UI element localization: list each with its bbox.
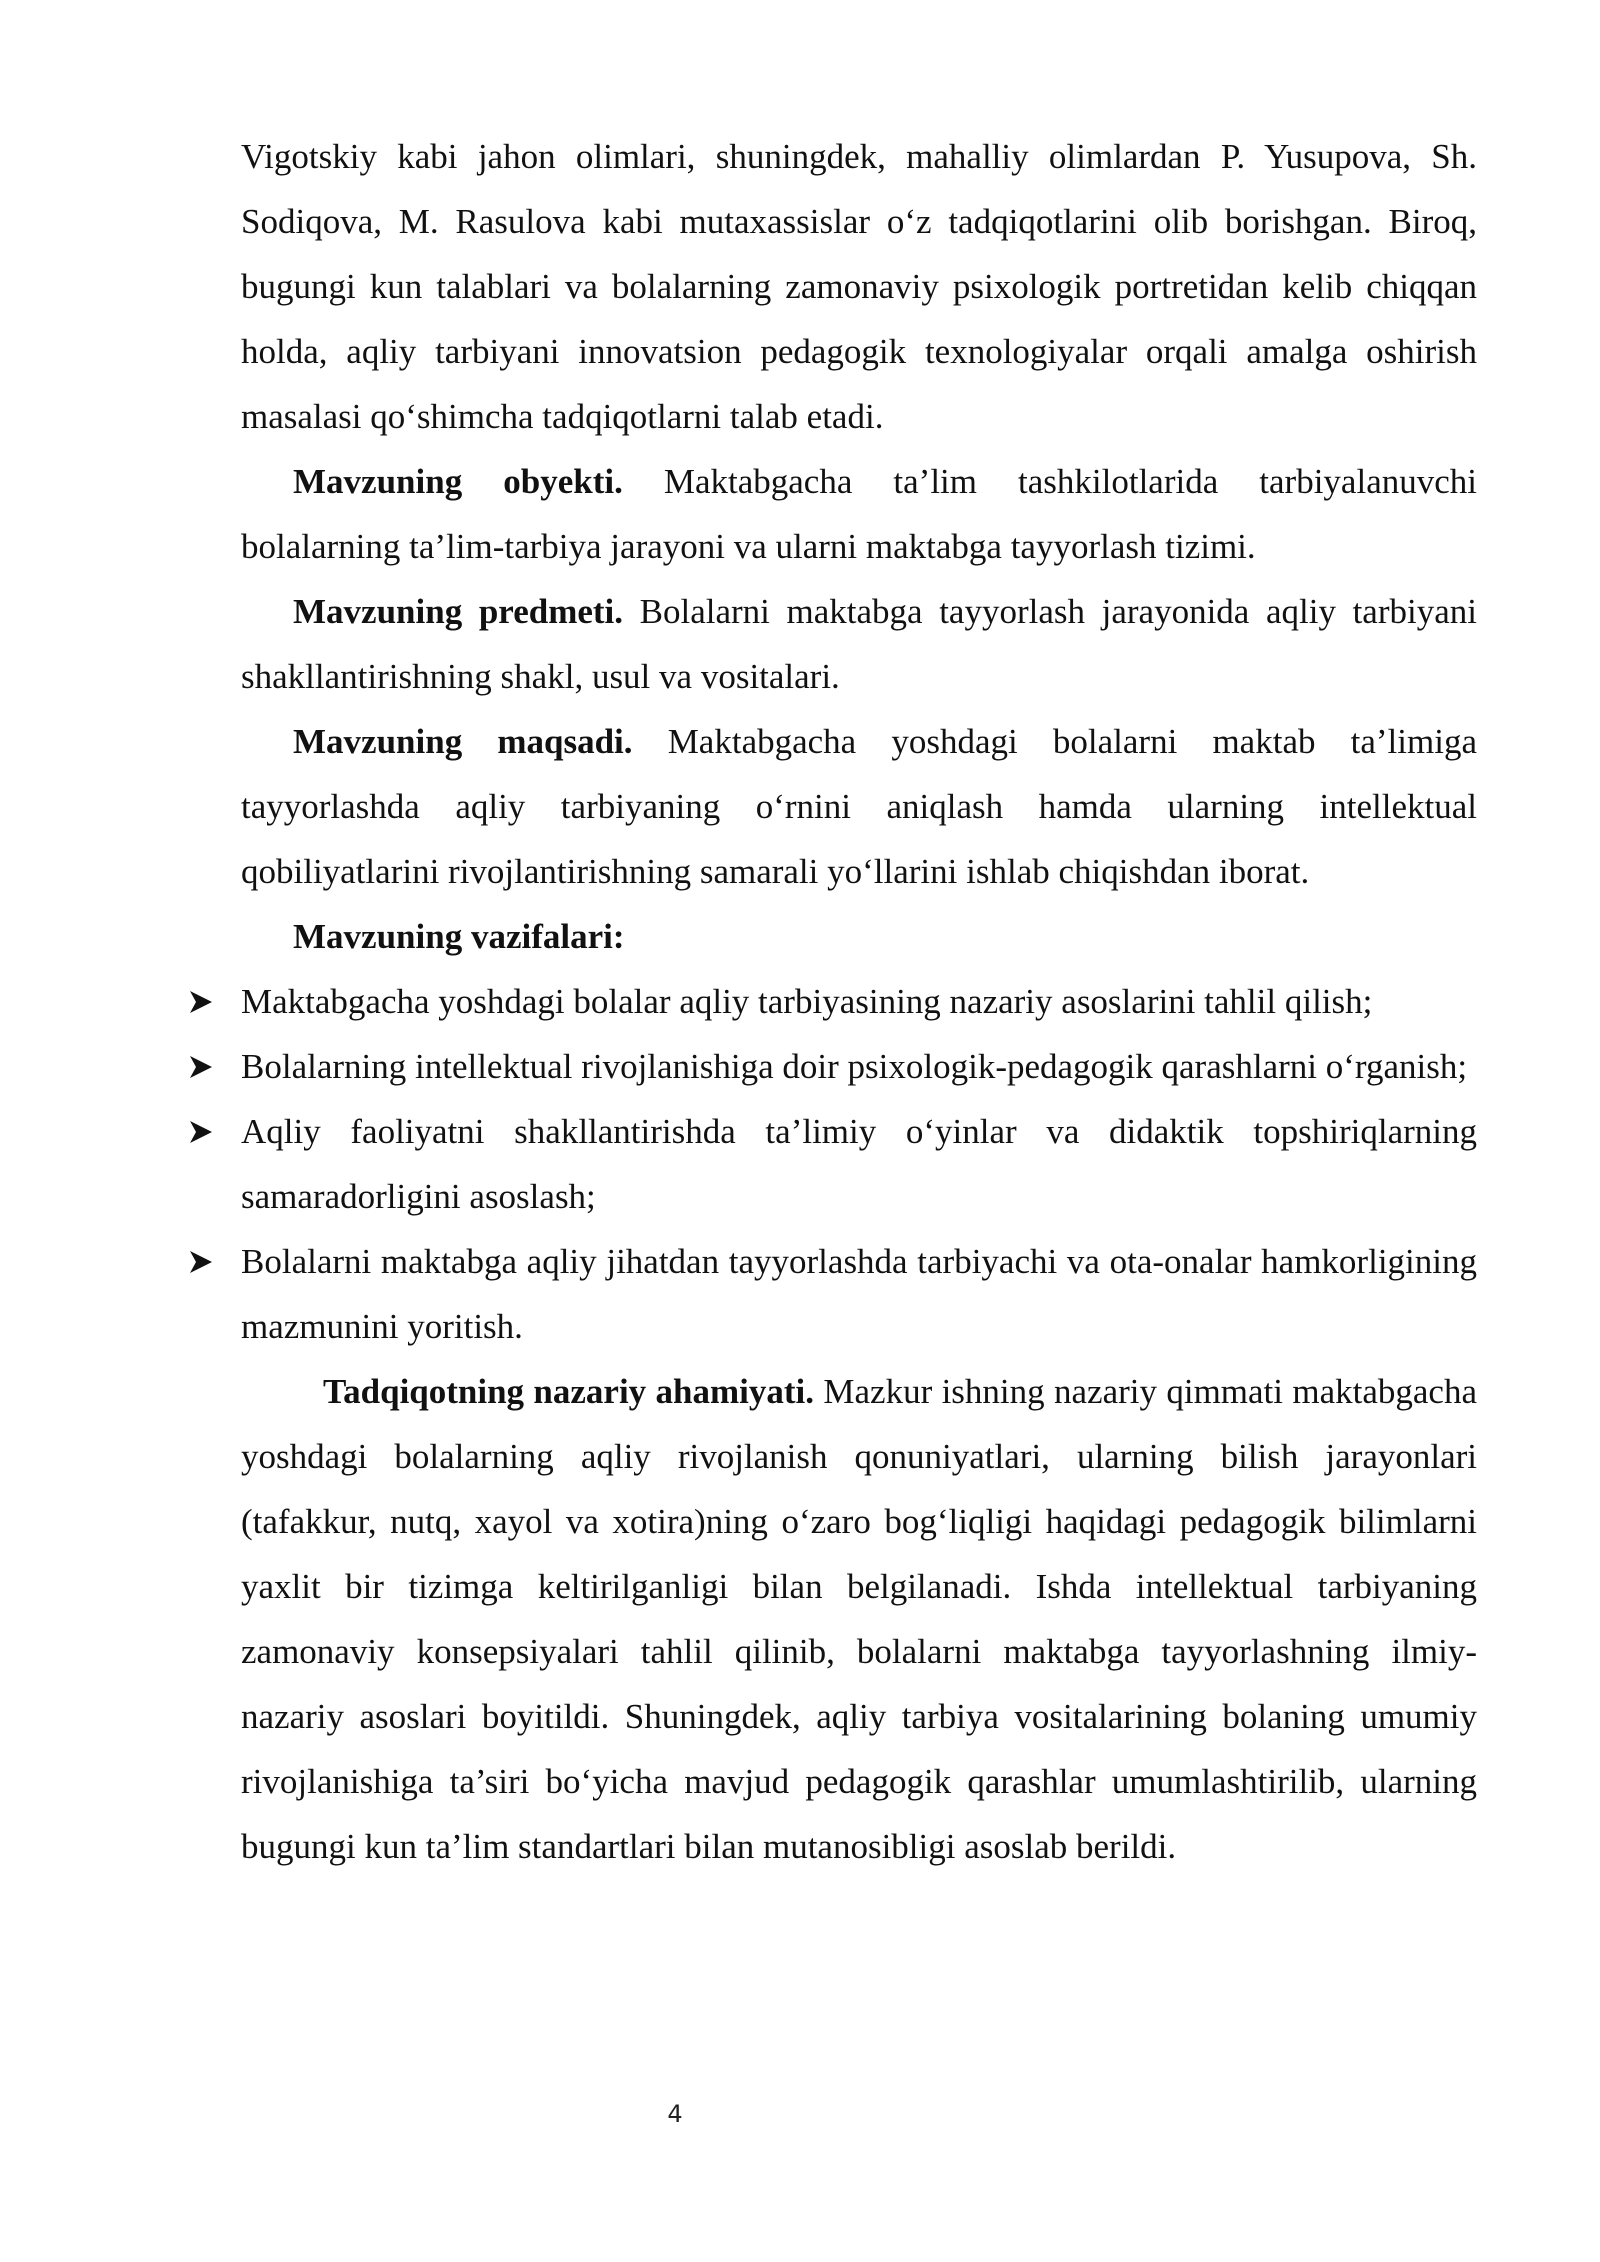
list-item <box>241 1099 1477 1229</box>
object-heading: Mavzuning obyekti. <box>293 462 623 501</box>
arrowhead-bullet-icon <box>188 1054 214 1080</box>
goal-paragraph <box>241 709 1477 904</box>
task-item-text: Bolalarning intellektual rivojlanishiga doir psixologik-pedagogik qarashlarni o‘rganish; <box>241 1047 1468 1086</box>
significance-paragraph <box>241 1359 1477 1879</box>
page-number: 4 <box>667 2100 683 2128</box>
intro-paragraph: Vigotskiy kabi jahon olimlari, shuningdek, mahalliy olimlardan P. Yusupova, Sh. Sodiqova, M. Rasulova kabi mutaxassislar o‘z tadqiqotlarini olib borishgan. Biroq, bugungi kun talablari va bolalarning zamonaviy psixologik portretidan kelib chiqqan holda, aqliy tarbiyani innovatsion pedagogik texnologiyalar orqali amalga oshirish masalasi qo‘shimcha tadqiqotlarni talab etadi. <box>241 137 1477 436</box>
significance-text: Mazkur ishning nazariy qimmati maktabgacha yoshdagi bolalarning aqliy rivojlanish qonuniyatlari, ularning bilish jarayonlari (tafakkur, nutq, xayol va xotira)ning o‘zaro bog‘liqligi haqidagi pedagogik bilimlarni yaxlit bir tizimga keltirilganligi bilan belgilanadi. Ishda intellektual tarbiyaning zamonaviy konsepsiyalari tahlil qilinib, bolalarni maktabga tayyorlashning ilmiy-nazariy asoslari boyitildi. Shuningdek, aqliy tarbiya vositalarining bolaning umumiy rivojlanishiga ta’siri bo‘yicha mavjud pedagogik qarashlar umumlashtirilib, ularning bugungi kun ta’lim standartlari bilan mutanosibligi asoslab berildi. <box>241 1372 1477 1866</box>
list-item <box>241 1229 1477 1359</box>
list-item <box>241 1034 1477 1099</box>
arrowhead-bullet-icon <box>188 989 214 1015</box>
task-item-text: Aqliy faoliyatni shakllantirishda ta’limiy o‘yinlar va didaktik topshiriqlarning samaradorligini asoslash; <box>241 1112 1477 1216</box>
subject-text: Bolalarni maktabga tayyorlash jarayonida aqliy tarbiyani shakllantirishning shakl, usul va vositalari. <box>241 592 1477 696</box>
arrowhead-bullet-icon <box>188 1249 214 1275</box>
object-text: Maktabgacha ta’lim tashkilotlarida tarbiyalanuvchi bolalarning ta’lim-tarbiya jarayoni va ularni maktabga tayyorlash tizimi. <box>241 462 1477 566</box>
tasks-list <box>241 969 1477 1359</box>
subject-paragraph <box>241 579 1477 709</box>
subject-heading: Mavzuning predmeti. <box>293 592 624 631</box>
task-item-text: Maktabgacha yoshdagi bolalar aqliy tarbiyasining nazariy asoslarini tahlil qilish; <box>241 982 1373 1021</box>
task-item-text: Bolalarni maktabga aqliy jihatdan tayyorlashda tarbiyachi va ota-onalar hamkorligining mazmunini yoritish. <box>241 1242 1477 1346</box>
goal-heading: Mavzuning maqsadi. <box>293 722 633 761</box>
page-content <box>241 124 1477 1879</box>
goal-text: Maktabgacha yoshdagi bolalarni maktab ta’limiga tayyorlashda aqliy tarbiyaning o‘rnini aniqlash hamda ularning intellektual qobiliyatlarini rivojlantirishning samarali yo‘llarini ishlab chiqishdan iborat. <box>241 722 1477 891</box>
significance-heading: Tadqiqotning nazariy ahamiyati. <box>323 1372 815 1411</box>
object-paragraph <box>241 449 1477 579</box>
arrowhead-bullet-icon <box>188 1119 214 1145</box>
tasks-heading: Mavzuning vazifalari: <box>293 917 625 956</box>
list-item <box>241 969 1477 1034</box>
